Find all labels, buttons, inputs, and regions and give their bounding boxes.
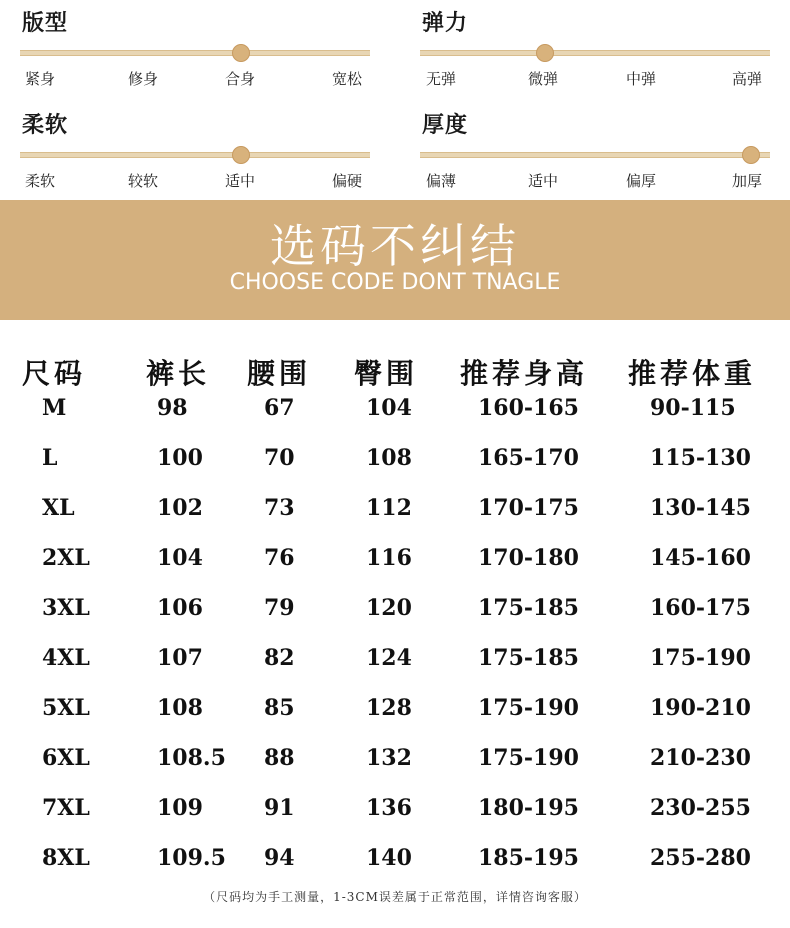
cell-length: 100 (157, 445, 203, 471)
cell-hip: 108 (366, 445, 412, 471)
attr-knob (742, 146, 760, 164)
attr-option: 加厚 (732, 172, 763, 190)
cell-size: 7XL (42, 795, 90, 821)
cell-waist: 79 (264, 595, 295, 621)
attr-option: 宽松 (332, 70, 363, 88)
table-row (0, 645, 790, 685)
attr-option: 较软 (128, 172, 159, 190)
cell-size: 5XL (42, 695, 90, 721)
attr-option: 偏薄 (426, 172, 457, 190)
attr-title: 弹力 (422, 11, 469, 36)
cell-height: 175-185 (478, 595, 579, 621)
attr-option: 偏厚 (626, 172, 657, 190)
cell-size: 8XL (42, 845, 90, 871)
cell-hip: 112 (366, 495, 412, 521)
cell-waist: 82 (264, 645, 295, 671)
table-row (0, 545, 790, 585)
cell-length: 107 (157, 645, 203, 671)
cell-height: 170-175 (478, 495, 579, 521)
cell-waist: 67 (264, 395, 295, 421)
cell-weight: 190-210 (650, 695, 751, 721)
cell-length: 108.5 (157, 745, 226, 771)
attr-knob (232, 146, 250, 164)
attr-title: 版型 (22, 11, 69, 36)
cell-length: 106 (157, 595, 203, 621)
table-row (0, 445, 790, 485)
banner-title: 选码不纠结 (270, 219, 520, 273)
header-waist: 腰围 (247, 357, 312, 390)
cell-height: 185-195 (478, 845, 579, 871)
cell-waist: 73 (264, 495, 295, 521)
cell-size: 3XL (42, 595, 90, 621)
cell-weight: 90-115 (650, 395, 736, 421)
header-height: 推荐身高 (460, 357, 589, 390)
cell-waist: 70 (264, 445, 295, 471)
table-row (0, 845, 790, 885)
attr-title: 柔软 (22, 113, 69, 138)
cell-length: 108 (157, 695, 203, 721)
cell-waist: 88 (264, 745, 295, 771)
attr-knob (536, 44, 554, 62)
cell-hip: 132 (366, 745, 412, 771)
attr-track (20, 152, 370, 158)
cell-height: 165-170 (478, 445, 579, 471)
attr-track (420, 152, 770, 158)
table-row (0, 745, 790, 785)
size-guide-banner (0, 200, 790, 320)
cell-waist: 94 (264, 845, 295, 871)
attr-option: 中弹 (626, 70, 657, 88)
cell-height: 160-165 (478, 395, 579, 421)
cell-waist: 91 (264, 795, 295, 821)
cell-height: 180-195 (478, 795, 579, 821)
banner-subtitle: CHOOSE CODE DONT TNAGLE (229, 270, 561, 295)
header-weight: 推荐体重 (628, 357, 757, 390)
header-size: 尺码 (22, 357, 87, 390)
cell-length: 104 (157, 545, 203, 571)
cell-hip: 104 (366, 395, 412, 421)
cell-waist: 85 (264, 695, 295, 721)
attr-option: 修身 (128, 70, 159, 88)
cell-hip: 116 (366, 545, 412, 571)
attr-track (20, 50, 370, 56)
cell-length: 109 (157, 795, 203, 821)
cell-size: 4XL (42, 645, 90, 671)
header-hip: 臀围 (354, 357, 419, 390)
cell-weight: 145-160 (650, 545, 751, 571)
attr-option: 柔软 (25, 172, 56, 190)
cell-hip: 120 (366, 595, 412, 621)
measurement-note: （尺码均为手工测量，1-3CM误差属于正常范围，详情咨询客服） (203, 890, 587, 904)
cell-hip: 128 (366, 695, 412, 721)
attr-option: 偏硬 (332, 172, 363, 190)
cell-size: 2XL (42, 545, 90, 571)
cell-length: 98 (157, 395, 188, 421)
attr-option: 合身 (225, 70, 256, 88)
table-row (0, 695, 790, 735)
cell-weight: 115-130 (650, 445, 751, 471)
attr-option: 适中 (528, 172, 559, 190)
table-row (0, 395, 790, 435)
cell-weight: 175-190 (650, 645, 751, 671)
table-row (0, 495, 790, 535)
cell-size: XL (42, 495, 75, 521)
cell-size: L (42, 445, 58, 471)
cell-weight: 210-230 (650, 745, 751, 771)
attr-option: 无弹 (426, 70, 457, 88)
attr-track (420, 50, 770, 56)
cell-waist: 76 (264, 545, 295, 571)
cell-length: 109.5 (157, 845, 226, 871)
cell-height: 175-190 (478, 695, 579, 721)
cell-weight: 255-280 (650, 845, 751, 871)
cell-weight: 130-145 (650, 495, 751, 521)
cell-height: 175-190 (478, 745, 579, 771)
cell-length: 102 (157, 495, 203, 521)
cell-hip: 136 (366, 795, 412, 821)
attr-knob (232, 44, 250, 62)
cell-hip: 124 (366, 645, 412, 671)
attr-option: 微弹 (528, 70, 559, 88)
attr-option: 紧身 (25, 70, 56, 88)
cell-weight: 230-255 (650, 795, 751, 821)
cell-height: 170-180 (478, 545, 579, 571)
attr-option: 高弹 (732, 70, 763, 88)
cell-weight: 160-175 (650, 595, 751, 621)
attr-option: 适中 (225, 172, 256, 190)
cell-size: M (42, 395, 67, 421)
cell-height: 175-185 (478, 645, 579, 671)
cell-size: 6XL (42, 745, 90, 771)
cell-hip: 140 (366, 845, 412, 871)
table-row (0, 795, 790, 835)
table-row (0, 595, 790, 635)
attr-title: 厚度 (422, 113, 469, 138)
header-length: 裤长 (146, 357, 211, 390)
